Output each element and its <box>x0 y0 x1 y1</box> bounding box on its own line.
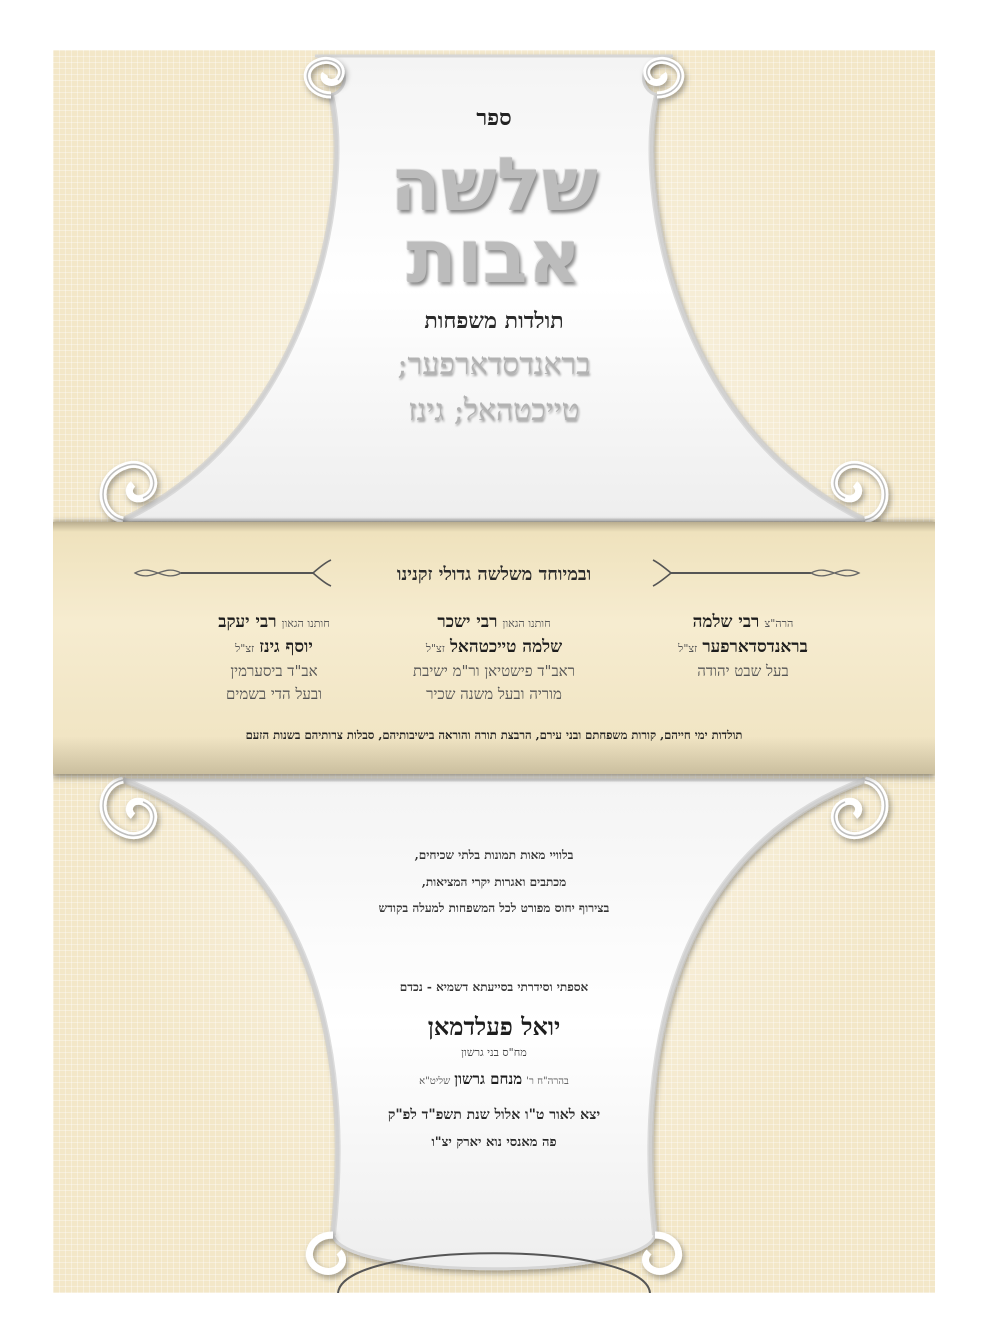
blurb-line1: בלוויי מאות תמונות בלתי שכיחים, <box>414 848 574 862</box>
rabbi-column-middle <box>384 610 604 706</box>
rabbi-left-desc2: ובעל הדי בשמים <box>226 685 322 703</box>
author-name: יואל פעלדמאן <box>427 1012 561 1041</box>
families-line2: טייכטהאל; גינז <box>408 393 580 428</box>
father-suffix: שליט"א <box>419 1076 451 1087</box>
rabbi-left-name1: רבי יעקב <box>218 612 277 632</box>
rabbi-middle-desc2: מוריה ובעל משנה שכיר <box>426 685 562 703</box>
band-summary: תולדות ימי חייהם, קורות משפחתם ובני עירם, הרבצת תורה והוראה בישיבותיהם, סבלות צרותיהם בשנות הזעם <box>245 728 743 742</box>
rabbi-middle-name1: רבי ישכר <box>437 612 498 632</box>
blurb-line2: מכתבים ואגרות יקרי המציאות, <box>421 875 567 889</box>
sefer-label: ספר <box>476 105 512 131</box>
rabbi-left-suffix: זצ"ל <box>235 642 255 655</box>
rabbi-right-name1: רבי שלמה <box>692 612 760 632</box>
rabbi-column-left <box>164 610 384 706</box>
subtitle: תולדות משפחות <box>424 308 564 334</box>
rabbi-middle-suffix: זצ"ל <box>425 642 445 655</box>
publication-date: יצא לאור ט"ו אלול שנת תשפ"ד לפ"ק <box>387 1107 601 1123</box>
blurb-line3: בצירוף יחוס מפורט לכל המשפחות למעלה בקודש <box>378 901 610 915</box>
book-cover <box>53 50 935 1293</box>
title-line1: שלשה <box>390 142 598 228</box>
rabbi-right-desc1: בעל שבט יהודה <box>697 662 789 680</box>
rabbi-middle-name2: שלמה טייכטהאל <box>449 637 563 657</box>
collected-by: אספתי וסידרתי בסייעתא דשמיא - נכדם <box>399 980 589 994</box>
rabbi-right-name2: בראנדסדארפער <box>702 637 808 657</box>
rabbi-left-desc1: אב"ד ביסערמין <box>230 662 318 680</box>
publication-place: פה מאנסי נוא יארק יצ"ו <box>431 1135 557 1150</box>
families-line1: בראנדסדארפער; <box>397 347 591 382</box>
rabbi-right-suffix: זצ"ל <box>678 642 698 655</box>
rabbi-right-prefix: הרה"צ <box>764 617 794 630</box>
rabbi-left-name2: יוסף גינז <box>259 637 313 657</box>
rabbi-left-prefix: חותנו הגאון <box>281 617 330 630</box>
author-father <box>294 1070 694 1089</box>
title-line2: אבות <box>406 214 582 300</box>
rabbi-middle-prefix: חותנו הגאון <box>502 617 551 630</box>
rabbi-middle-desc1: ראב"ד פישטיאן ור"מ ישיבת <box>412 662 576 680</box>
band-heading: ובמיוחד משלשה גדולי זקנינו <box>396 564 592 585</box>
author-work: מח"ס בני גרשון <box>461 1046 527 1059</box>
rabbi-column-right <box>633 610 853 683</box>
father-prefix: בהרה"ח ר' <box>526 1076 569 1087</box>
father-name: מנחם גרשון <box>454 1070 523 1088</box>
